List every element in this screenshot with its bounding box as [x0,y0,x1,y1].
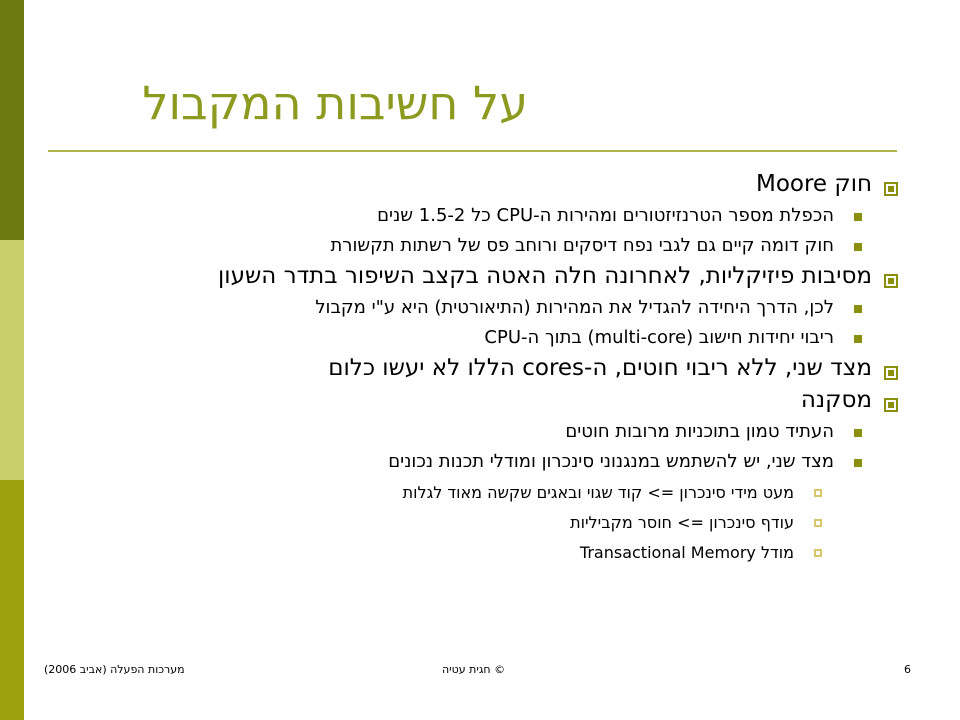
left-bar-top [0,0,24,240]
square-bullet-icon [854,305,862,313]
sub-bullet [108,296,908,320]
sub-bullet-text: חוק דומה קיים גם לגבי נפח דיסקים ורוחב פס של רשתות תקשורת [330,235,834,256]
square-bullet-icon [884,274,898,288]
square-bullet-icon [854,335,862,343]
bullet-conclusion [108,386,908,414]
bullet-text: חוק Moore [755,171,872,197]
hollow-square-bullet-icon [814,489,822,497]
square-bullet-icon [884,182,898,196]
sub-bullet-text: לכן, הדרך היחידה להגדיל את המהירות (התיאורטית) היא ע"י מקבול [315,297,834,318]
sub-bullet [108,204,908,228]
footer-course: מערכות הפעלה (אביב 2006) [44,663,185,676]
bullet-text: מצד שני, ללא ריבוי חוטים, ה-cores הללו לא יעשו כלום [328,355,872,381]
sub-sub-bullet-text: מודל Transactional Memory [579,543,794,562]
slide-title: על חשיבות המקבול [142,76,528,130]
title-rule [48,150,897,152]
sub-bullet [108,420,908,444]
bullet-text: מסקנה [800,387,872,413]
sub-bullet [108,234,908,258]
square-bullet-icon [854,243,862,251]
sub-sub-bullet-text: מעט מידי סינכרון => קוד שגוי ובאגים שקשה מאוד לגלות [402,483,794,502]
square-bullet-icon [884,366,898,380]
left-bar-bottom [0,480,24,720]
sub-sub-bullet [108,542,908,564]
sub-bullet-text: הכפלת מספר הטרנזיזטורים ומהירות ה-CPU כל 1.5-2 שנים [377,205,834,226]
hollow-square-bullet-icon [814,519,822,527]
square-bullet-icon [884,398,898,412]
sub-sub-bullet [108,482,908,504]
bullet-moore [108,170,908,198]
sub-bullet-text: ריבוי יחידות חישוב (multi-core) בתוך ה-CPU [484,327,834,348]
square-bullet-icon [854,459,862,467]
square-bullet-icon [854,429,862,437]
sub-sub-bullet [108,512,908,534]
left-bar-middle [0,240,24,480]
slide-content [108,166,908,564]
sub-bullet [108,450,908,474]
bullet-threads [108,354,908,382]
bullet-physics [108,262,908,290]
page-number: 6 [904,663,911,676]
sub-bullet-text: מצד שני, יש להשתמש במנגנוני סינכרון ומודלי תכנות נכונים [388,451,834,472]
sub-bullet [108,326,908,350]
sub-sub-bullet-text: עודף סינכרון => חוסר מקביליות [570,513,794,532]
square-bullet-icon [854,213,862,221]
bullet-text: מסיבות פיזיקליות, לאחרונה חלה האטה בקצב השיפור בתדר השעון [218,263,872,289]
sub-bullet-text: העתיד טמון בתוכניות מרובות חוטים [565,421,834,442]
hollow-square-bullet-icon [814,549,822,557]
footer-author: © חגית עטיה [442,663,506,676]
